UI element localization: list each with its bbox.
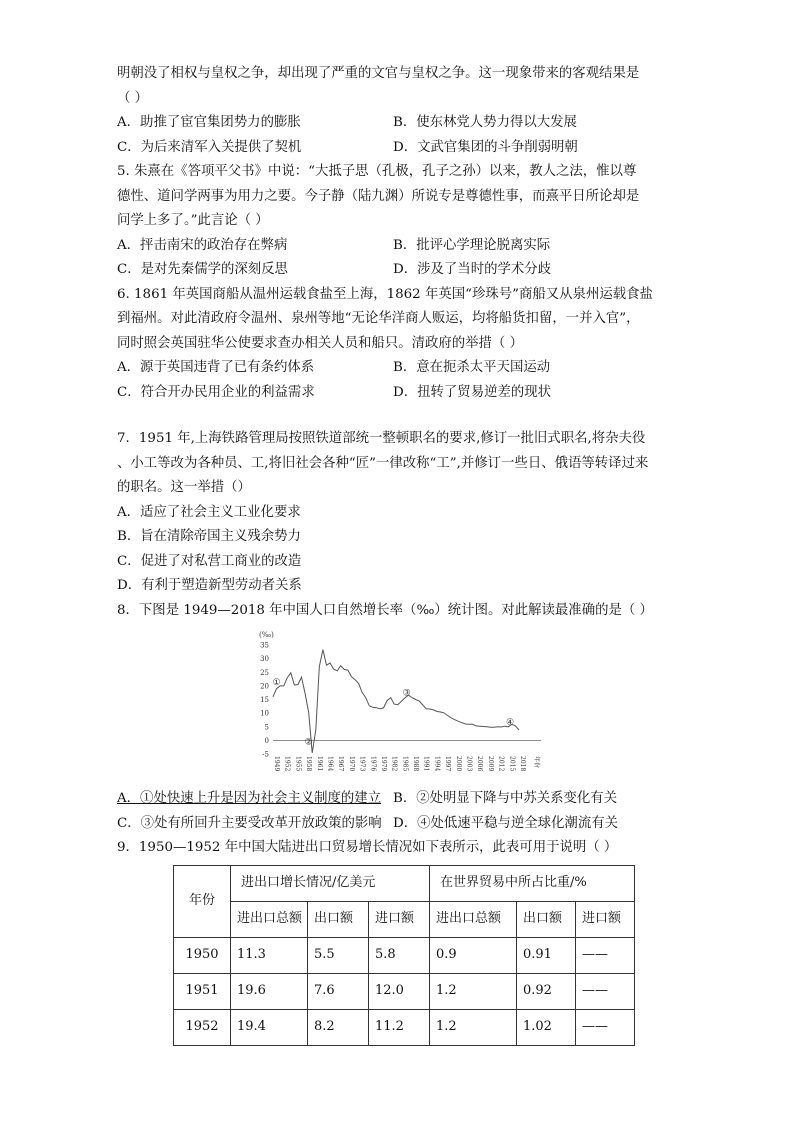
table-row [174,973,635,1009]
x-tick-label: 1955 [294,756,302,772]
q6-options-row1 [117,356,677,381]
q4-option-a[interactable]: A．助推了宦官集团势力的膨胀 [117,115,301,130]
x-tick-label: 1979 [379,756,387,772]
q8-stem: 8．下图是 1949—2018 年中国人口自然增长率（‰）统计图。对此解读最准确的是（ ） [117,602,653,618]
x-tick-label: 1991 [422,756,430,772]
x-axis-unit-label: 年份 [533,756,540,769]
x-tick-label: 2000 [454,756,462,772]
table-row [174,1009,635,1045]
q4-option-c[interactable]: C．为后来清军入关提供了契机 [117,139,302,155]
table-header-row [174,865,635,901]
table-cell: 0.91 [517,937,576,973]
x-tick-label: 1952 [283,756,291,772]
chart-annotation: ① [272,677,281,688]
q5-option-a[interactable]: A．抨击南宋的政治存在弊病 [117,237,288,253]
q7-option-d[interactable]: D．有利于塑造新型劳动者关系 [117,578,302,593]
x-tick-label: 2012 [497,756,505,772]
x-tick-label: 1985 [401,756,409,772]
q7-stem-line3: 的职名。这一举措（） [117,480,251,495]
x-tick-label: 1958 [305,756,313,772]
chart-annotation: ④ [506,717,515,728]
y-tick-label: 15 [260,696,269,704]
table-header-group1: 进出口增长情况/亿美元 [231,865,430,901]
x-tick-label: 1973 [358,756,366,772]
x-tick-label: 1982 [390,756,398,772]
trade-table [173,865,635,1046]
q6-stem-line3: 同时照会英国驻华公使要求查办相关人员和船只。清政府的举措（ ） [117,335,523,351]
q5-options-row2 [117,258,677,283]
y-tick-label: 10 [260,709,269,718]
table-cell: 1.2 [430,973,517,1009]
q6-option-a[interactable]: A．源于英国违背了已有条约体系 [117,360,315,375]
q8-option-a[interactable]: A．①处快速上升是因为社会主义制度的建立 [117,791,382,806]
table-cell: 5.5 [308,937,369,973]
q6-option-d[interactable]: D．扭转了贸易逆差的现状 [393,384,552,400]
table-cell: 7.6 [308,973,369,1009]
y-axis-unit-label: (‰) [259,631,274,639]
table-cell: —— [576,937,635,973]
spacer [117,405,677,427]
q8-option-c[interactable]: C．③处有所回升主要受改革开放政策的影响 [117,815,382,831]
x-tick-label: 1964 [326,756,334,772]
x-tick-label: 1961 [315,756,323,772]
q5-option-b[interactable]: B．批评心学理论脱离实际 [393,237,551,253]
table-cell: 0.9 [430,937,517,973]
q4-option-b[interactable]: B．使东林党人势力得以大发展 [393,115,577,130]
q6-options-row2 [117,381,677,406]
q6-stem-line2: 到福州。对此清政府令温州、泉州等地“无论华洋商人贩运，均将船货扣留，一并入官”， [117,311,640,326]
q7-stem-line2: 、小工等改为各种员、工,将旧社会各种“匠”一律改称“工”,并修订一些日、俄语等转译过来 [117,455,649,471]
q9-stem: 9．1950—1952 年中国大陆进出口贸易增长情况如下表所示，此表可用于说明（ ） [117,840,618,855]
table-cell: 1951 [174,973,231,1009]
table-cell: 19.6 [231,973,308,1009]
q8-options-row2 [117,812,677,837]
chart-svg [249,625,549,785]
table-cell: 1.02 [517,1009,576,1045]
table-row [174,937,635,973]
table-subheader: 出口额 [517,901,576,937]
x-tick-label: 1997 [444,756,452,772]
q6-option-b[interactable]: B．意在扼杀太平天国运动 [393,360,551,375]
q6-option-c[interactable]: C．符合开办民用企业的利益需求 [117,384,315,400]
q5-option-d[interactable]: D．涉及了当时的学术分歧 [393,262,552,277]
table-cell: 8.2 [308,1009,369,1045]
x-tick-label: 2009 [486,756,494,772]
x-tick-label: 2018 [519,756,526,772]
table-subheader-row [174,901,635,937]
chart-annotation: ② [304,737,313,748]
table-cell: 0.92 [517,973,576,1009]
table-header-group2: 在世界贸易中所占比重/% [430,865,635,901]
chart-annotation: ③ [402,688,411,699]
x-tick-label: 2015 [508,756,516,772]
table-cell: 1952 [174,1009,231,1045]
q6-stem-line1: 6. 1861 年英国商船从温州运载食盐至上海，1862 年英国“珍珠号”商船又从泉州运载食盐 [117,286,653,302]
q7-option-b[interactable]: B．旨在清除帝国主义残余势力 [117,529,301,544]
population-growth-chart [249,625,549,785]
y-tick-label: 35 [260,641,269,650]
q5-stem-line2: 德性、道问学两事为用力之要。今子静（陆九渊）所说专是尊德性事，而熹平日所论却是 [117,188,640,204]
q4-options-row2 [117,136,677,161]
table-cell: 1950 [174,937,231,973]
table-subheader: 出口额 [308,901,369,937]
x-tick-label: 2006 [476,756,484,772]
table-subheader: 进口额 [369,901,430,937]
y-tick-label: 20 [260,682,269,691]
q5-options-row1 [117,234,677,259]
x-tick-label: 1949 [273,756,280,772]
table-cell: 11.3 [231,937,308,973]
y-tick-label: 25 [260,668,269,677]
q5-option-c[interactable]: C．是对先秦儒学的深刻反思 [117,262,288,277]
x-tick-label: 2003 [465,756,473,772]
table-cell: 19.4 [231,1009,308,1045]
y-tick-label: -5 [262,750,269,759]
y-tick-label: 0 [264,736,269,745]
q8-option-d[interactable]: D．④处低速平稳与逆全球化潮流有关 [393,815,618,831]
q8-options-row1 [117,787,677,812]
x-tick-label: 1976 [369,756,377,772]
x-tick-label: 1988 [412,756,420,772]
q5-stem-line1: 5. 朱熹在《答项平父书》中说：“大抵子思（孔极，孔子之孙）以来，教人之法，惟以尊 [117,164,637,179]
x-tick-label: 1970 [347,756,355,772]
y-tick-label: 30 [260,655,269,664]
x-tick-label: 1967 [337,756,345,772]
table-subheader: 进口额 [576,901,635,937]
table-cell: 5.8 [369,937,430,973]
exam-page [117,62,677,1046]
q7-stem-line1: 7．1951 年,上海铁路管理局按照铁道部统一整顿职名的要求,修订一批旧式职名,将杂夫役 [117,431,646,446]
table-cell: 12.0 [369,973,430,1009]
table-header-year: 年份 [174,865,231,937]
q7-option-c[interactable]: C．促进了对私营工商业的改造 [117,553,302,569]
y-tick-label: 5 [264,723,269,732]
table-subheader: 进出口总额 [430,901,517,937]
q4-stem-line2: （ ） [117,90,149,106]
q4-option-d[interactable]: D．文武官集团的斗争削弱明朝 [393,139,578,155]
q4-options-row1 [117,111,677,136]
x-tick-label: 1994 [433,756,441,772]
table-subheader: 进出口总额 [231,901,308,937]
q5-stem-line3: 问学上多了。”此言论（ ） [117,213,269,228]
table-cell: 1.2 [430,1009,517,1045]
q4-stem-line1: 明朝没了相权与皇权之争，却出现了严重的文官与皇权之争。这一现象带来的客观结果是 [117,66,640,81]
table-cell: 11.2 [369,1009,430,1045]
q7-option-a[interactable]: A．适应了社会主义工业化要求 [117,504,301,520]
table-cell: —— [576,973,635,1009]
table-cell: —— [576,1009,635,1045]
q8-option-b[interactable]: B．②处明显下降与中苏关系变化有关 [393,791,618,806]
